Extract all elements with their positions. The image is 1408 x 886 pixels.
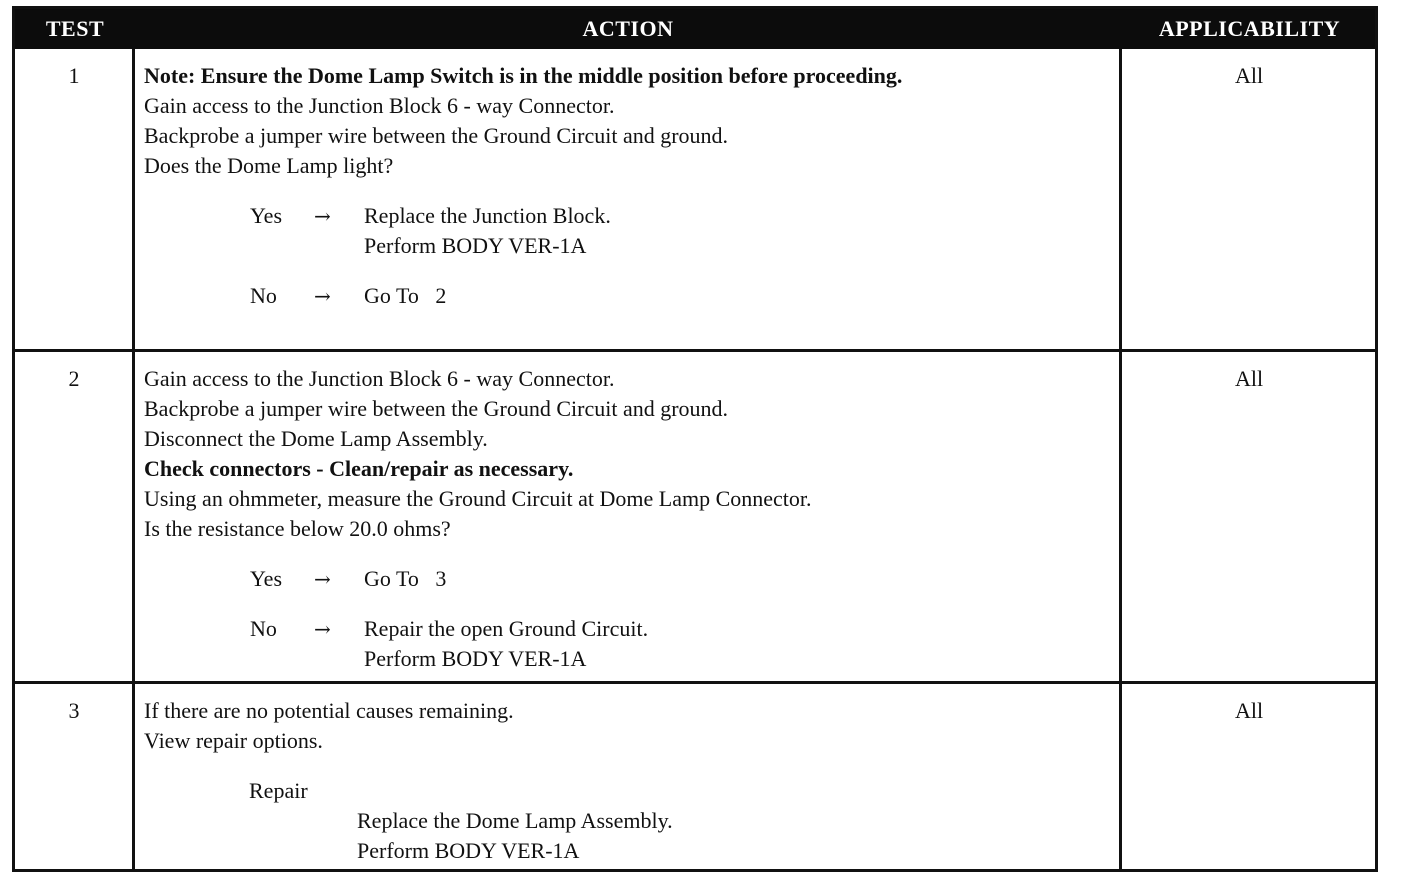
action-line: Does the Dome Lamp light? — [144, 153, 394, 178]
action-line: Using an ohmmeter, measure the Ground Circuit at Dome Lamp Connector. — [144, 486, 812, 511]
no-result: Go To 2 — [364, 283, 447, 308]
arrow-icon: → — [314, 284, 331, 308]
action-cell — [144, 364, 1114, 674]
action-line: Backprobe a jumper wire between the Ground Circuit and ground. — [144, 396, 729, 421]
header-test: TEST — [45, 16, 105, 41]
action-line: Is the resistance below 20.0 ohms? — [144, 516, 451, 541]
action-line: View repair options. — [144, 728, 323, 753]
action-line: Gain access to the Junction Block 6 - way Connector. — [144, 93, 615, 118]
table-row-test-1 — [15, 49, 1375, 352]
repair-item-text: Replace the Dome Lamp Assembly. — [357, 808, 673, 833]
no-response-continued — [144, 644, 1114, 674]
no-label: No — [250, 283, 277, 308]
no-result-2: Perform BODY VER-1A — [364, 646, 587, 671]
no-result: Repair the open Ground Circuit. — [364, 616, 649, 641]
yes-result: Go To 3 — [364, 566, 447, 591]
header-applicability: APPLICABILITY — [1158, 16, 1341, 41]
table-row-test-3 — [15, 681, 1375, 872]
test-number: 1 — [68, 63, 80, 88]
repair-item-text: Perform BODY VER-1A — [357, 838, 580, 863]
arrow-icon: → — [314, 204, 331, 228]
yes-label: Yes — [250, 566, 283, 591]
action-line: Disconnect the Dome Lamp Assembly. — [144, 426, 488, 451]
action-cell — [144, 61, 1114, 311]
repair-item — [144, 806, 1114, 836]
applicability-value: All — [1234, 366, 1264, 391]
no-response — [144, 281, 1114, 311]
yes-result: Replace the Junction Block. — [364, 203, 611, 228]
test-number: 3 — [68, 698, 80, 723]
no-response — [144, 614, 1114, 644]
arrow-icon: → — [314, 567, 331, 591]
header-action: ACTION — [582, 16, 674, 41]
diagnostic-table — [12, 6, 1378, 872]
yes-response — [144, 564, 1114, 594]
table-row-test-2 — [15, 349, 1375, 682]
test-number: 2 — [68, 366, 80, 391]
note-text: Note: Ensure the Dome Lamp Switch is in the middle position before proceeding. — [144, 63, 903, 88]
action-cell — [144, 696, 1114, 866]
yes-response — [144, 201, 1114, 231]
table-header — [15, 9, 1375, 49]
no-label: No — [250, 616, 277, 641]
yes-result-2: Perform BODY VER-1A — [364, 233, 587, 258]
action-line: If there are no potential causes remaining. — [144, 698, 514, 723]
yes-label: Yes — [250, 203, 283, 228]
repair-label — [144, 776, 1114, 806]
yes-response-continued — [144, 231, 1114, 261]
repair-label-text: Repair — [249, 778, 308, 803]
arrow-icon: → — [314, 617, 331, 641]
repair-item — [144, 836, 1114, 866]
applicability-value: All — [1234, 63, 1264, 88]
applicability-value: All — [1234, 698, 1264, 723]
action-line: Backprobe a jumper wire between the Ground Circuit and ground. — [144, 123, 729, 148]
check-connectors-line: Check connectors - Clean/repair as necessary. — [144, 456, 574, 481]
action-line: Gain access to the Junction Block 6 - way Connector. — [144, 366, 615, 391]
